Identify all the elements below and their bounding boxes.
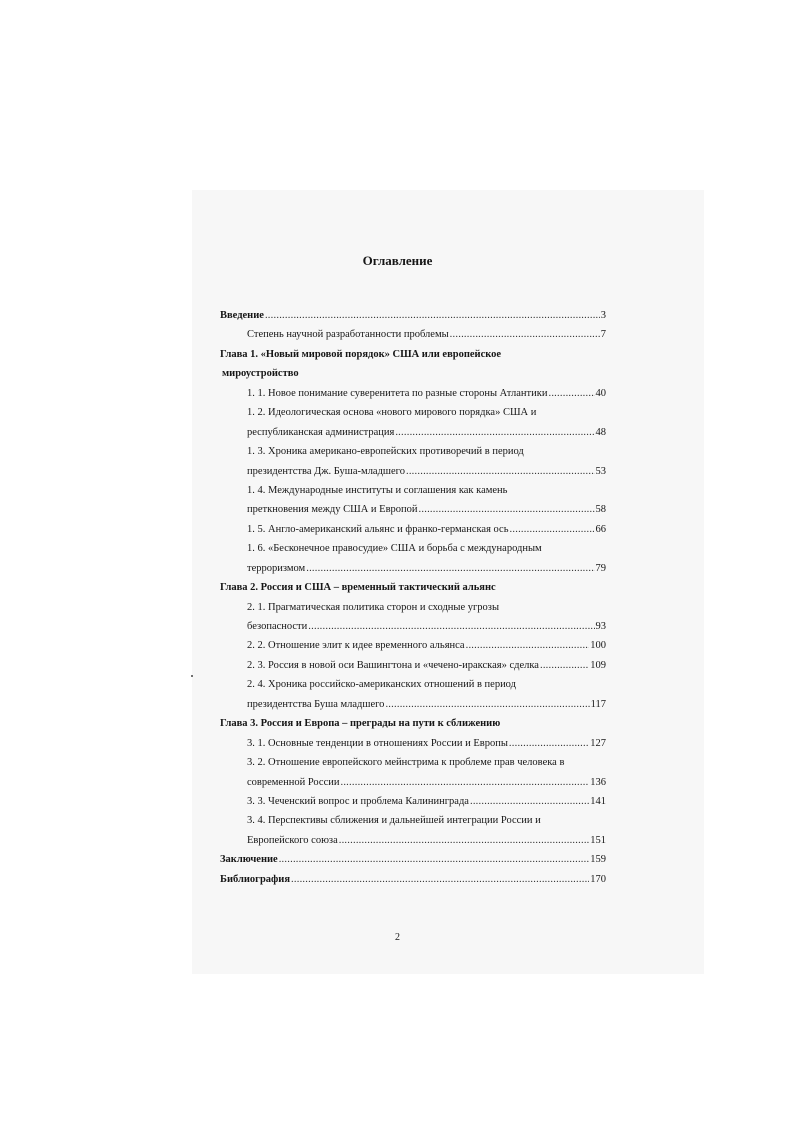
toc-entry-label: современной России [247, 776, 340, 788]
toc-section-entry [220, 384, 606, 403]
toc-section-entry [220, 811, 606, 830]
toc-section-entry [220, 636, 606, 655]
toc-section-entry [220, 734, 606, 753]
dot-leader [308, 617, 594, 636]
toc-entry-label: терроризмом [247, 562, 306, 574]
toc-entry-label: 1. 4. Международные институты и соглашения как камень [247, 484, 508, 496]
toc-entry-page: 170 [590, 873, 606, 885]
toc-section-entry [220, 462, 606, 481]
toc-entry-label: Глава 1. «Новый мировой порядок» США или европейское [220, 348, 502, 360]
toc-entry-label: 3. 3. Чеченский вопрос и проблема Калининграда [247, 795, 469, 807]
toc-entry-page: 117 [590, 698, 606, 710]
toc-entry-page: 40 [595, 387, 606, 399]
toc-section-entry [220, 500, 606, 519]
toc-entry-label: 1. 2. Идеологическая основа «нового мирового порядка» США и [247, 407, 537, 419]
toc-entry-label: мироустройство [222, 368, 299, 380]
toc-entry-page: 100 [590, 640, 606, 652]
toc-entry-label: 1. 5. Англо-американский альянс и франко-германская ось [247, 523, 509, 535]
toc-entry-page: 93 [595, 621, 606, 632]
toc-entry-page: 127 [590, 737, 606, 749]
toc-section-entry [220, 675, 606, 694]
toc-entry-label: Введение [220, 310, 264, 321]
dot-leader [385, 695, 589, 714]
toc-entry-label: 1. 3. Хроника американо-европейских противоречий в период [247, 446, 524, 458]
dot-leader [466, 636, 590, 655]
toc-entry-label: Степень научной разработанности проблемы [247, 329, 449, 341]
toc-section-entry [220, 520, 606, 539]
toc-section-entry [220, 598, 606, 617]
toc-entry-page: 66 [595, 523, 606, 535]
dot-leader [406, 462, 595, 481]
toc-chapter-entry [220, 345, 606, 364]
toc-entry-label: 1. 6. «Бесконечное правосудие» США и борьба с международным [247, 543, 542, 555]
toc-entry-page: 53 [595, 465, 606, 477]
dot-leader [470, 792, 589, 811]
scan-speck [191, 675, 193, 677]
toc-entry-label: 2. 3. Россия в новой оси Вашингтона и «чечено-иракская» сделка [247, 659, 539, 671]
toc-entry-page: 141 [590, 795, 606, 807]
toc-entry-label: 3. 2. Отношение европейского мейнстрима к проблеме прав человека в [247, 757, 565, 769]
page-number: 2 [395, 932, 400, 943]
dot-leader [265, 306, 600, 325]
dot-leader [548, 384, 594, 403]
toc-chapter-entry [220, 306, 606, 325]
toc-entry-label: 2. 1. Прагматическая политика сторон и сходные угрозы [247, 601, 500, 613]
dot-leader [450, 325, 600, 344]
toc-entry-page: 7 [600, 329, 606, 341]
dot-leader [340, 773, 589, 792]
toc-entry-label: 2. 4. Хроника российско-американских отношений в период [247, 679, 516, 691]
toc-entry-label: Глава 3. Россия и Европа – преграды на пути к сближению [220, 718, 501, 730]
toc-section-entry [220, 403, 606, 422]
toc-entry-label: Заключение [220, 854, 278, 866]
toc-entry-label: преткновения между США и Европой [247, 504, 418, 516]
dot-leader [279, 850, 590, 869]
dot-leader [395, 423, 594, 442]
dot-leader [339, 831, 590, 850]
toc-title: Оглавление [362, 253, 433, 268]
toc-entry-page: 136 [590, 776, 606, 788]
toc-entry-label: 3. 4. Перспективы сближения и дальнейшей интеграции России и [247, 815, 541, 827]
toc-entry-page: 58 [595, 504, 606, 516]
toc-section-entry [220, 442, 606, 461]
toc-entry-label: безопасности [247, 621, 308, 632]
toc-entry-label: президентства Дж. Буша-младшего [247, 465, 405, 477]
toc-chapter-entry [220, 870, 606, 889]
toc-section-entry [220, 423, 606, 442]
toc-entry-label: Библиография [220, 873, 291, 885]
dot-leader [540, 656, 589, 675]
toc-entry-page: 48 [595, 426, 606, 438]
toc-entry-page: 159 [590, 854, 606, 866]
toc-chapter-entry [220, 578, 606, 597]
toc-section-entry [220, 539, 606, 558]
toc-section-entry [220, 831, 606, 850]
toc-entry-page: 3 [600, 310, 606, 321]
toc-section-entry [220, 559, 606, 578]
toc-section-entry [220, 481, 606, 500]
toc-entry-label: 2. 2. Отношение элит к идее временного альянса [247, 640, 465, 652]
toc-entry-page: 109 [590, 659, 606, 671]
toc-section-entry [220, 617, 606, 636]
toc-section-entry [220, 792, 606, 811]
toc-entry-label: республиканская администрация [247, 426, 395, 438]
toc-entry-label: президентства Буша младшего [247, 698, 385, 710]
toc-section-entry [220, 695, 606, 714]
dot-leader [306, 559, 594, 578]
dot-leader [509, 734, 589, 753]
toc-chapter-entry [220, 364, 606, 383]
toc-entry-page: 79 [595, 562, 606, 574]
toc-chapter-entry [220, 850, 606, 869]
toc-section-entry [220, 753, 606, 772]
toc-section-entry [220, 325, 606, 344]
toc-entry-label: Глава 2. Россия и США – временный тактический альянс [220, 582, 496, 594]
dot-leader [419, 500, 595, 519]
toc-entry-page: 151 [590, 834, 606, 846]
toc-entry-label: 1. 1. Новое понимание суверенитета по разные стороны Атлантики [247, 387, 548, 399]
dot-leader [291, 870, 589, 889]
toc-section-entry [220, 773, 606, 792]
toc-entry-label: Европейского союза [247, 834, 338, 846]
toc-chapter-entry [220, 714, 606, 733]
toc-section-entry [220, 656, 606, 675]
toc-entry-label: 3. 1. Основные тенденции в отношениях России и Европы [247, 737, 508, 749]
dot-leader [510, 520, 595, 539]
table-of-contents [220, 306, 606, 889]
